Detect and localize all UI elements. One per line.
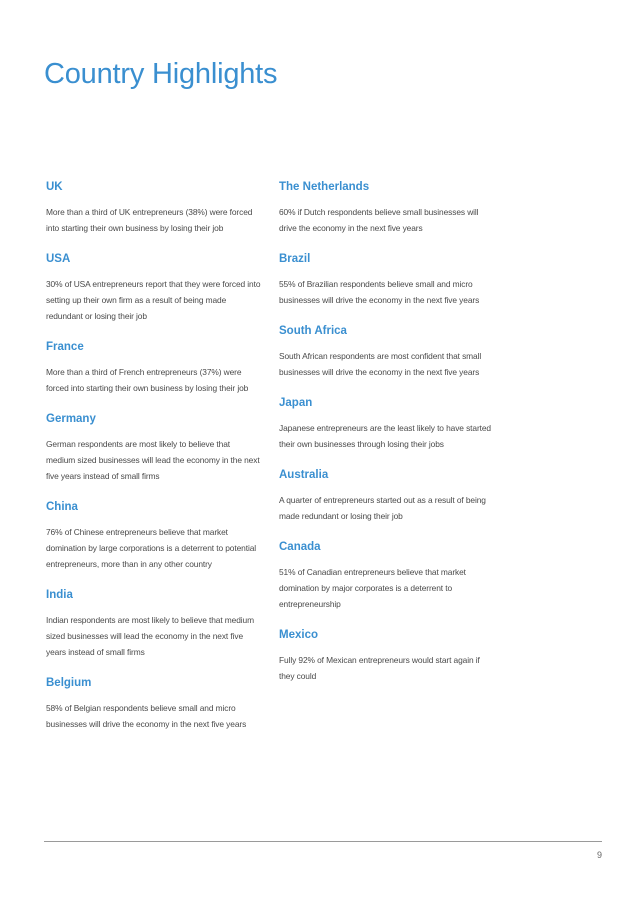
country-text: Fully 92% of Mexican entrepreneurs would start again if they could — [279, 655, 480, 681]
country-entry-netherlands — [279, 176, 494, 236]
country-entry-usa — [46, 248, 261, 324]
country-entry-mexico — [279, 624, 494, 684]
country-entry-india — [46, 584, 261, 660]
country-heading: Belgium — [46, 677, 92, 689]
country-heading: South Africa — [279, 325, 347, 337]
country-entry-south-africa — [279, 320, 494, 380]
country-heading: China — [46, 501, 78, 513]
country-heading: UK — [46, 181, 63, 193]
country-heading: France — [46, 341, 84, 353]
country-entry-germany — [46, 408, 261, 484]
right-column — [279, 176, 494, 696]
country-text: 76% of Chinese entrepreneurs believe that market domination by large corporations is a deterrent to potential entrepreneurs, more than in any other country — [46, 527, 257, 569]
country-text: More than a third of French entrepreneurs (37%) were forced into starting their own business by losing their job — [46, 367, 249, 393]
country-text: German respondents are most likely to believe that medium sized businesses will lead the economy in the next five years instead of small firms — [46, 439, 260, 481]
country-heading: Brazil — [279, 253, 311, 265]
country-heading: Germany — [46, 413, 96, 425]
country-entry-uk — [46, 176, 261, 236]
country-entry-france — [46, 336, 261, 396]
country-heading: The Netherlands — [279, 181, 370, 193]
country-text: 51% of Canadian entrepreneurs believe that market domination by major corporates is a deterrent to entrepreneurship — [279, 567, 466, 609]
country-heading: Australia — [279, 469, 329, 481]
country-text: 30% of USA entrepreneurs report that they were forced into setting up their own firm as a result of being made redundant or losing their job — [46, 279, 261, 321]
country-text: 58% of Belgian respondents believe small and micro businesses will drive the economy in the next five years — [46, 703, 247, 729]
country-text: South African respondents are most confident that small businesses will drive the economy in the next five years — [279, 351, 482, 377]
country-text: A quarter of entrepreneurs started out as a result of being made redundant or losing their job — [279, 495, 486, 521]
country-entry-belgium — [46, 672, 261, 732]
country-text: 55% of Brazilian respondents believe small and micro businesses will drive the economy in the next five years — [279, 279, 480, 305]
country-entry-china — [46, 496, 261, 572]
country-text: Indian respondents are most likely to believe that medium sized businesses will lead the economy in the next five years instead of small firms — [46, 615, 254, 657]
country-entry-brazil — [279, 248, 494, 308]
country-entry-australia — [279, 464, 494, 524]
country-text: More than a third of UK entrepreneurs (38%) were forced into starting their own business by losing their job — [46, 207, 253, 233]
country-heading: Mexico — [279, 629, 318, 641]
country-entry-japan — [279, 392, 494, 452]
country-heading: Canada — [279, 541, 321, 553]
country-heading: Japan — [279, 397, 313, 409]
page-title: Country Highlights — [44, 58, 278, 90]
country-heading: India — [46, 589, 73, 601]
page-number: 9 — [596, 850, 602, 860]
country-text: 60% if Dutch respondents believe small businesses will drive the economy in the next five years — [279, 207, 479, 233]
left-column — [46, 176, 261, 744]
country-heading: USA — [46, 253, 71, 265]
country-text: Japanese entrepreneurs are the least likely to have started their own businesses through losing their jobs — [279, 423, 491, 449]
country-entry-canada — [279, 536, 494, 612]
footer-rule — [44, 841, 602, 842]
